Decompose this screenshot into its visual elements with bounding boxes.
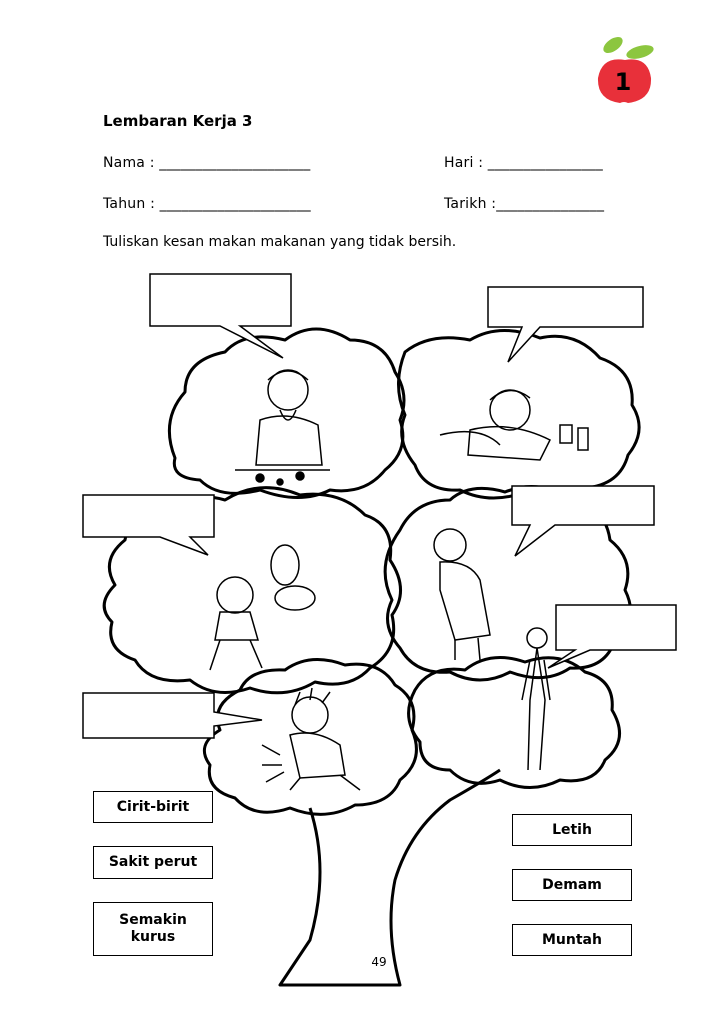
cloud-top-left [169,329,404,498]
tree-trunk [280,770,500,985]
word-sakit-perut[interactable]: Sakit perut [93,846,213,879]
instruction-text: Tuliskan kesan makan makanan yang tidak bersih. [103,234,457,250]
word-cirit-birit[interactable]: Cirit-birit [93,791,213,823]
diarrhea-boy-figure [210,545,315,670]
vomiting-boy-figure [235,370,330,485]
tired-man-figure [434,529,490,660]
word-demam[interactable]: Demam [512,869,632,901]
speech-bubble-6 [83,693,262,738]
cloud-top-right [399,330,640,498]
word-muntah[interactable]: Muntah [512,924,632,956]
tarikh-field[interactable]: Tarikh :_______________ [444,196,605,212]
worksheet-number-badge: 1 [614,68,632,96]
thin-man-figure [522,628,550,770]
tahun-field[interactable]: Tahun : _____________________ [103,196,311,212]
cloud-lower-right [409,658,620,788]
cloud-bottom [204,660,416,815]
speech-bubble-5 [548,605,676,668]
sick-boy-figure [440,390,588,460]
speech-bubble-1 [150,274,291,358]
speech-bubble-3 [83,495,214,555]
word-semakin-kurus[interactable]: Semakin kurus [93,902,213,956]
nama-field[interactable]: Nama : _____________________ [103,155,311,171]
stomach-ache-boy-figure [262,688,360,790]
hari-field[interactable]: Hari : ________________ [444,155,603,171]
page-number: 49 [371,955,387,969]
speech-bubble-2 [488,287,643,362]
word-letih[interactable]: Letih [512,814,632,846]
worksheet-title: Lembaran Kerja 3 [103,112,253,130]
speech-bubble-4 [512,486,654,556]
